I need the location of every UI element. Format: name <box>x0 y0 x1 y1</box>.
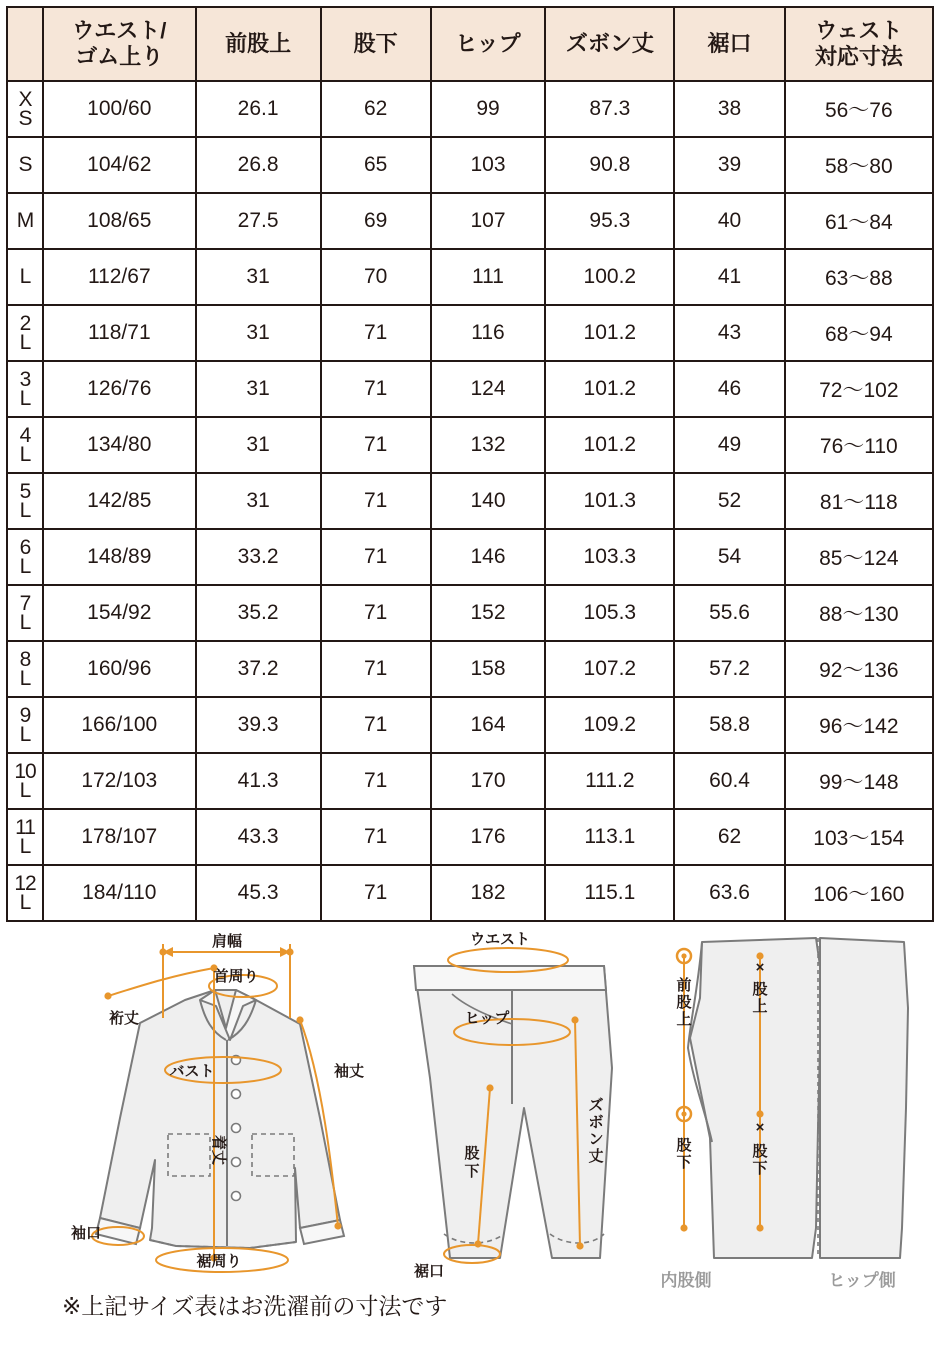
cell-hip: 164 <box>431 697 545 753</box>
cell-waist: 134/80 <box>43 417 196 473</box>
table-row <box>7 529 933 585</box>
cell-pants-length: 101.2 <box>545 361 674 417</box>
cell-hip: 146 <box>431 529 545 585</box>
label-front-rise: 前股上 <box>676 977 692 1028</box>
label-yuki: 裄丈 <box>108 1010 140 1027</box>
cell-front-rise: 31 <box>196 417 321 473</box>
cell-waist: 172/103 <box>43 753 196 809</box>
column-header-hem: 裾口 <box>674 7 784 81</box>
cell-inseam: 71 <box>321 697 431 753</box>
column-header-hip: ヒップ <box>431 7 545 81</box>
cell-inseam: 70 <box>321 249 431 305</box>
table-header-row <box>7 7 933 81</box>
cell-size: 9 L <box>7 697 43 753</box>
label-pants-hem: 裾口 <box>413 1263 444 1280</box>
cell-waist-fit: 92〜136 <box>785 641 933 697</box>
cell-front-rise: 31 <box>196 305 321 361</box>
column-header-front-rise: 前股上 <box>196 7 321 81</box>
cell-waist: 100/60 <box>43 81 196 137</box>
cell-size: 4 L <box>7 417 43 473</box>
column-header-waist-fit-line2: 対応寸法 <box>814 44 903 69</box>
cell-waist: 184/110 <box>43 865 196 921</box>
cell-waist: 178/107 <box>43 809 196 865</box>
measurement-illustrations <box>0 928 940 1323</box>
cell-hem: 49 <box>674 417 784 473</box>
label-sleeve-length: 袖丈 <box>333 1063 365 1080</box>
cell-size: M <box>7 193 43 249</box>
cell-size: L <box>7 249 43 305</box>
label-rise: 股上 <box>752 981 768 1015</box>
table-row <box>7 81 933 137</box>
cell-inseam: 71 <box>321 753 431 809</box>
cell-size: 12 L <box>7 865 43 921</box>
table-row <box>7 697 933 753</box>
cell-hip: 111 <box>431 249 545 305</box>
cell-hip: 152 <box>431 585 545 641</box>
cell-inseam: 71 <box>321 865 431 921</box>
cell-size: 3 L <box>7 361 43 417</box>
cell-hem: 43 <box>674 305 784 361</box>
table-row <box>7 305 933 361</box>
label-detail-inseam-2: 股下 <box>752 1143 768 1177</box>
table-row <box>7 249 933 305</box>
cell-hem: 40 <box>674 193 784 249</box>
cell-pants-length: 101.2 <box>545 305 674 361</box>
cell-hip: 116 <box>431 305 545 361</box>
table-row <box>7 193 933 249</box>
cell-waist-fit: 99〜148 <box>785 753 933 809</box>
cell-waist-fit: 58〜80 <box>785 137 933 193</box>
label-cuff: 袖口 <box>70 1225 101 1242</box>
cell-hem: 60.4 <box>674 753 784 809</box>
cell-pants-length: 111.2 <box>545 753 674 809</box>
cell-inseam: 71 <box>321 529 431 585</box>
column-header-waist-line1: ウエスト/ <box>72 18 167 44</box>
cell-pants-length: 103.3 <box>545 529 674 585</box>
cell-front-rise: 26.8 <box>196 137 321 193</box>
cell-waist-fit: 68〜94 <box>785 305 933 361</box>
label-inseam-x-mark: × <box>755 1119 765 1136</box>
cell-front-rise: 31 <box>196 249 321 305</box>
table-row <box>7 865 933 921</box>
cell-waist-fit: 56〜76 <box>785 81 933 137</box>
cell-front-rise: 37.2 <box>196 641 321 697</box>
label-hem-round: 裾周り <box>196 1253 242 1270</box>
column-header-inseam: 股下 <box>321 7 431 81</box>
cell-inseam: 71 <box>321 417 431 473</box>
table-row <box>7 809 933 865</box>
cell-hem: 55.6 <box>674 585 784 641</box>
table-row <box>7 361 933 417</box>
cell-hem: 62 <box>674 809 784 865</box>
cell-hem: 41 <box>674 249 784 305</box>
cell-inseam: 71 <box>321 641 431 697</box>
cell-hip: 176 <box>431 809 545 865</box>
cell-front-rise: 27.5 <box>196 193 321 249</box>
cell-waist: 104/62 <box>43 137 196 193</box>
cell-pants-length: 115.1 <box>545 865 674 921</box>
cell-waist-fit: 85〜124 <box>785 529 933 585</box>
cell-hem: 52 <box>674 473 784 529</box>
cell-size: 10 L <box>7 753 43 809</box>
cell-hem: 39 <box>674 137 784 193</box>
cell-waist: 148/89 <box>43 529 196 585</box>
cell-size: 11 L <box>7 809 43 865</box>
cell-pants-length: 101.3 <box>545 473 674 529</box>
cell-waist-fit: 106〜160 <box>785 865 933 921</box>
cell-inseam: 71 <box>321 585 431 641</box>
cell-pants-length: 107.2 <box>545 641 674 697</box>
table-row <box>7 137 933 193</box>
column-header-size <box>7 7 43 81</box>
column-header-pants-length: ズボン丈 <box>545 7 674 81</box>
cell-size: 6 L <box>7 529 43 585</box>
cell-waist-fit: 72〜102 <box>785 361 933 417</box>
cell-waist: 108/65 <box>43 193 196 249</box>
cell-pants-length: 101.2 <box>545 417 674 473</box>
cell-waist-fit: 96〜142 <box>785 697 933 753</box>
table-row <box>7 585 933 641</box>
size-table <box>6 6 934 922</box>
cell-hem: 58.8 <box>674 697 784 753</box>
cell-waist-fit: 76〜110 <box>785 417 933 473</box>
cell-hem: 63.6 <box>674 865 784 921</box>
cell-hip: 99 <box>431 81 545 137</box>
cell-hem: 46 <box>674 361 784 417</box>
cell-pants-length: 100.2 <box>545 249 674 305</box>
label-bust: バスト <box>169 1063 215 1080</box>
cell-hip: 182 <box>431 865 545 921</box>
cell-waist-fit: 63〜88 <box>785 249 933 305</box>
cell-waist-fit: 88〜130 <box>785 585 933 641</box>
table-row <box>7 641 933 697</box>
label-pants-waist: ウエスト <box>469 931 531 948</box>
cell-front-rise: 31 <box>196 361 321 417</box>
cell-size: 8 L <box>7 641 43 697</box>
cell-hip: 170 <box>431 753 545 809</box>
column-header-waist-fit-line1: ウェスト <box>815 18 903 44</box>
cell-front-rise: 45.3 <box>196 865 321 921</box>
cell-waist: 166/100 <box>43 697 196 753</box>
cell-waist-fit: 103〜154 <box>785 809 933 865</box>
cell-size: 7 L <box>7 585 43 641</box>
cell-size: X S <box>7 81 43 137</box>
cell-hem: 38 <box>674 81 784 137</box>
cell-pants-length: 109.2 <box>545 697 674 753</box>
cell-pants-length: 95.3 <box>545 193 674 249</box>
table-row <box>7 417 933 473</box>
cell-hip: 140 <box>431 473 545 529</box>
footnote: ※上記サイズ表はお洗濯前の寸法です <box>62 1293 448 1319</box>
cell-waist: 112/67 <box>43 249 196 305</box>
table-body <box>7 81 933 921</box>
column-header-waist-fit <box>785 7 933 81</box>
cell-inseam: 71 <box>321 473 431 529</box>
table-row <box>7 473 933 529</box>
cell-front-rise: 41.3 <box>196 753 321 809</box>
cell-pants-length: 113.1 <box>545 809 674 865</box>
cell-pants-length: 90.8 <box>545 137 674 193</box>
cell-waist-fit: 81〜118 <box>785 473 933 529</box>
label-body-length: 着丈 <box>210 1134 227 1166</box>
cell-inseam: 71 <box>321 305 431 361</box>
label-hip-side: ヒップ側 <box>828 1271 896 1290</box>
cell-hip: 107 <box>431 193 545 249</box>
cell-waist: 126/76 <box>43 361 196 417</box>
table-row <box>7 753 933 809</box>
cell-pants-length: 105.3 <box>545 585 674 641</box>
cell-front-rise: 31 <box>196 473 321 529</box>
label-neck: 首周り <box>213 968 259 985</box>
table-header <box>7 7 933 81</box>
column-header-waist <box>43 7 196 81</box>
label-pants-inseam: 股下 <box>464 1145 480 1180</box>
cell-waist: 118/71 <box>43 305 196 361</box>
label-inner-side: 内股側 <box>660 1271 712 1290</box>
label-pants-hip: ヒップ <box>464 1010 510 1027</box>
cell-waist: 142/85 <box>43 473 196 529</box>
cell-hip: 103 <box>431 137 545 193</box>
column-header-waist-line2: ゴム上り <box>75 44 164 69</box>
cell-inseam: 69 <box>321 193 431 249</box>
cell-hem: 54 <box>674 529 784 585</box>
pants-illustration <box>413 931 612 1280</box>
label-rise-x-mark: × <box>755 959 765 976</box>
label-detail-inseam: 股下 <box>676 1137 692 1171</box>
cell-front-rise: 26.1 <box>196 81 321 137</box>
cell-inseam: 65 <box>321 137 431 193</box>
cell-front-rise: 35.2 <box>196 585 321 641</box>
cell-hip: 132 <box>431 417 545 473</box>
cell-inseam: 71 <box>321 809 431 865</box>
cell-size: S <box>7 137 43 193</box>
cell-size: 2 L <box>7 305 43 361</box>
cell-hem: 57.2 <box>674 641 784 697</box>
rise-detail-illustration <box>661 938 909 1290</box>
label-shoulder-width: 肩幅 <box>211 933 243 950</box>
cell-size: 5 L <box>7 473 43 529</box>
jacket-illustration <box>71 932 364 1272</box>
cell-inseam: 62 <box>321 81 431 137</box>
cell-front-rise: 39.3 <box>196 697 321 753</box>
cell-hip: 124 <box>431 361 545 417</box>
cell-waist: 160/96 <box>43 641 196 697</box>
cell-pants-length: 87.3 <box>545 81 674 137</box>
size-chart-page <box>0 6 940 1366</box>
cell-waist: 154/92 <box>43 585 196 641</box>
cell-hip: 158 <box>431 641 545 697</box>
cell-front-rise: 33.2 <box>196 529 321 585</box>
cell-inseam: 71 <box>321 361 431 417</box>
cell-waist-fit: 61〜84 <box>785 193 933 249</box>
cell-front-rise: 43.3 <box>196 809 321 865</box>
label-pants-length: ズボン丈 <box>588 1097 604 1165</box>
